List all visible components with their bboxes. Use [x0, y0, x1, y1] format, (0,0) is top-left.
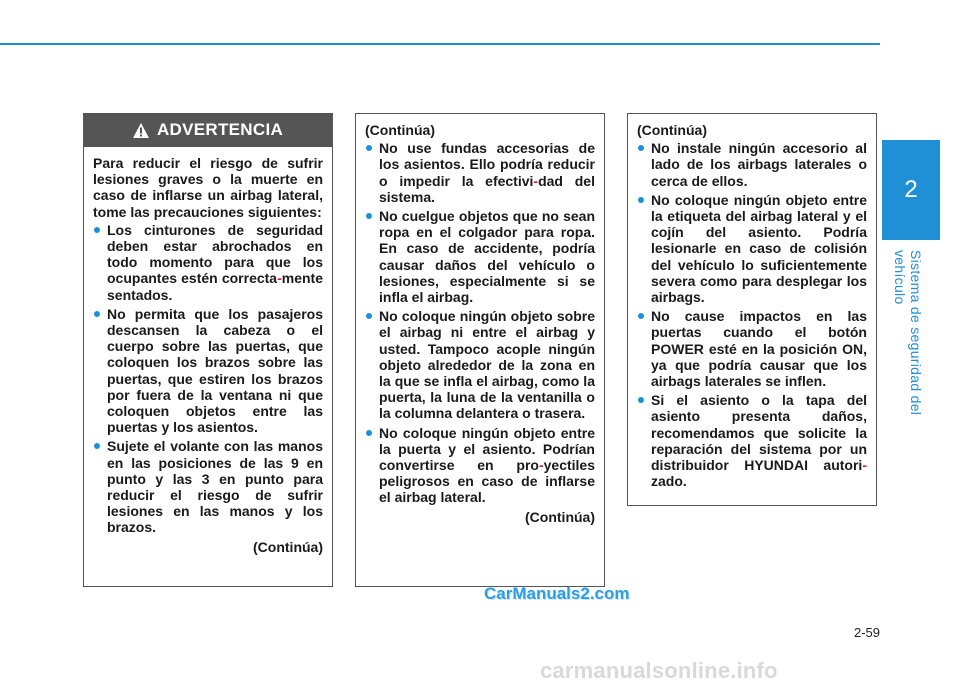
- chapter-number-tab: [882, 140, 940, 240]
- warning-box: [83, 113, 333, 587]
- list-item: No permita que los pasajeros descansen la cabeza o el cuerpo sobre las puertas, que coloquen los brazos sobre las puertas, que estiren los brazos por fuera de la ventana ni que coloquen objetos entre las puertas y los asientos.: [93, 306, 323, 436]
- footer-watermark: carmanualsonline.info: [540, 658, 778, 683]
- continues-label: (Continúa): [525, 508, 595, 525]
- continuation-box-3: [627, 113, 877, 506]
- chapter-title: Sistema de seguridad del vehículo: [892, 250, 924, 416]
- continued-heading: (Continúa): [637, 122, 707, 138]
- warning-header: [84, 114, 332, 147]
- list-item: No coloque ningún objeto sobre el airbag ni entre el airbag y usted. Tampoco acople ningún objeto alrededor de la zona en la que se infla el airbag, como la puerta, la luna de la ventanilla o la columna delantera o trasera.: [365, 308, 595, 421]
- list-item: No cause impactos en las puertas cuando el botón POWER esté en la posición ON, ya que podría causar que los airbags laterales se inflen.: [637, 308, 867, 389]
- list-item: No instale ningún accesorio al lado de los airbags laterales o cerca de ellos.: [637, 140, 867, 189]
- page-number: 2-59: [853, 625, 880, 640]
- warning-triangle-icon: [133, 123, 149, 138]
- continues-label: (Continúa): [253, 538, 323, 555]
- list-item: Los cinturones de seguridad deben estar abrochados en todo momento para que los ocupantes estén correcta-mente sentados.: [93, 222, 323, 303]
- list-item: Si el asiento o la tapa del asiento presenta daños, recomendamos que solicite la reparación del sistema por un distribuidor HYUNDAI autori-zado.: [637, 392, 867, 489]
- list-item: Sujete el volante con las manos en las posiciones de las 9 en punto y las 3 en punto para reducir el riesgo de sufrir lesiones en las manos y los brazos.: [93, 438, 323, 535]
- chapter-number: 2: [904, 176, 918, 203]
- list-item: No cuelgue objetos que no sean ropa en el colgador para ropa. En caso de accidente, podría causar daños del vehículo o lesiones, especialmente si se infla el airbag.: [365, 208, 595, 305]
- list-item: No coloque ningún objeto entre la puerta y el asiento. Podrían convertirse en pro-yectiles peligrosos en caso de inflarse el airbag lateral.: [365, 425, 595, 506]
- continued-heading: (Continúa): [365, 122, 435, 138]
- precaution-list: [365, 140, 595, 505]
- top-rule: [0, 43, 880, 45]
- warning-list: [93, 222, 323, 536]
- list-item: No use fundas accesorias de los asientos. Ello podría reducir o impedir la efectivi-dad del sistema.: [365, 140, 595, 205]
- precaution-list: [637, 140, 867, 489]
- list-item: No coloque ningún objeto entre la etiqueta del airbag lateral y el cojín del asiento. Podría lesionarle en caso de colisión del vehículo lo suficientemente severa como para desplegar los airbags.: [637, 192, 867, 305]
- warning-intro: Para reducir el riesgo de sufrir lesiones graves o la muerte en caso de inflarse un airbag lateral, tome las precauciones siguientes:: [93, 155, 323, 220]
- warning-title: ADVERTENCIA: [156, 120, 284, 140]
- watermark-link[interactable]: CarManuals2.com: [484, 584, 630, 603]
- continuation-box-2: [355, 113, 605, 587]
